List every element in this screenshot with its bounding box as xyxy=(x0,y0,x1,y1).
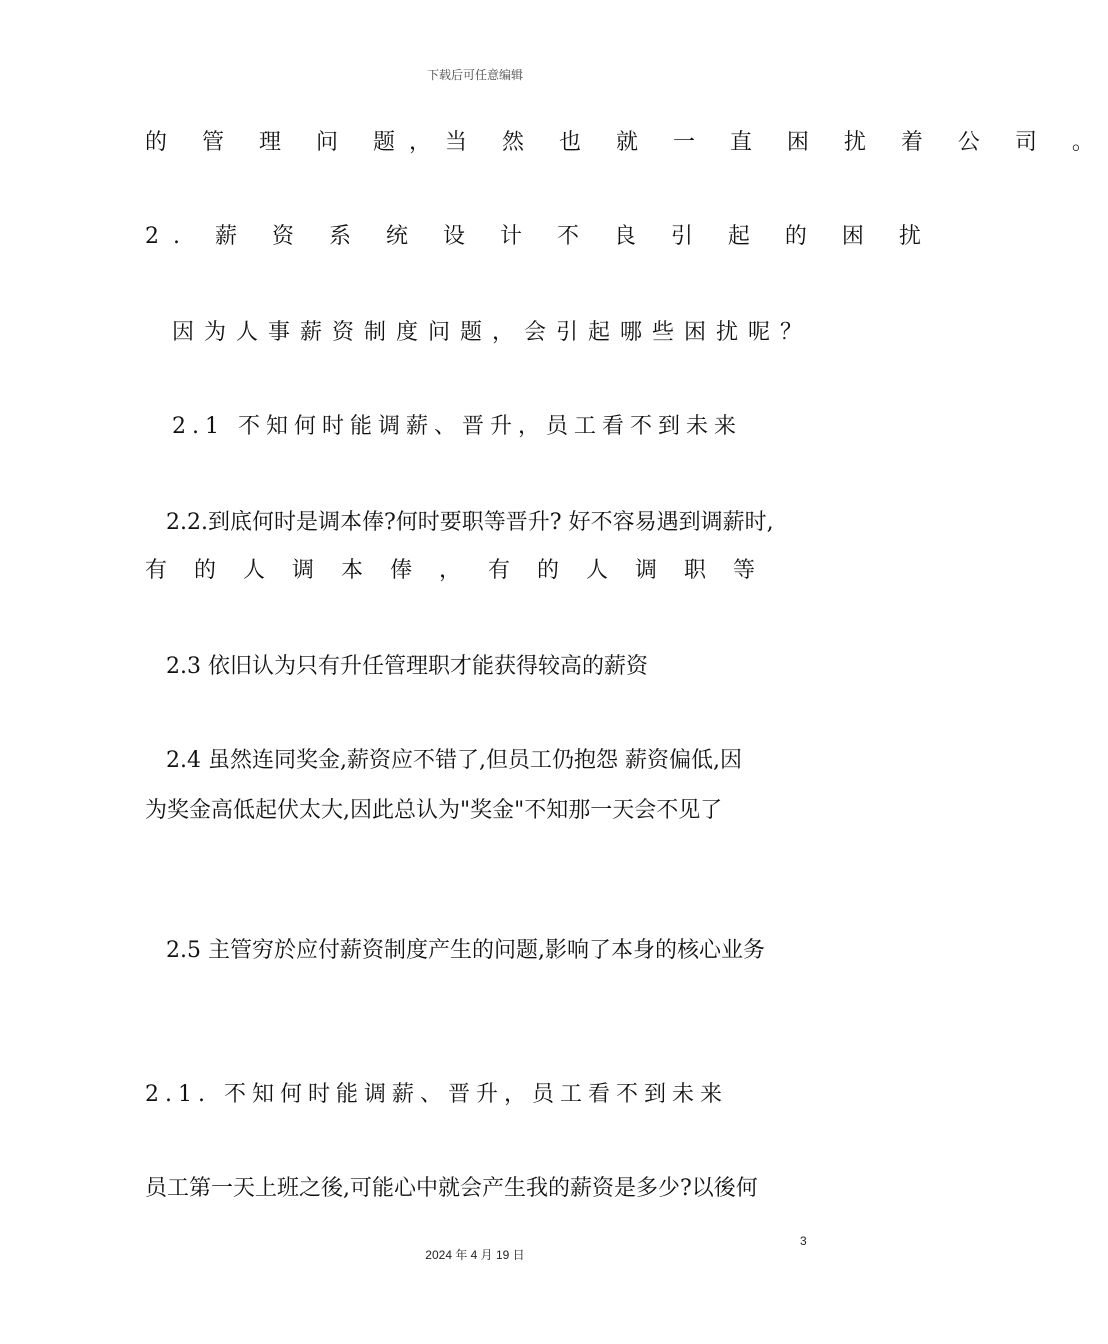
item-2-2-line2: 有的人调本俸，有的人调职等 xyxy=(145,558,783,583)
text-line-1: 的 管 理 问 题，当 然 也 就 一 直 困 扰 着 公 司 。 xyxy=(145,130,1108,155)
item-2-1: 2.1 不知何时能调薪、晋升，员工看不到未来 xyxy=(172,414,742,439)
subsection-heading-2-1: 2.1. 不知何时能调薪、晋升，员工看不到未来 xyxy=(145,1082,728,1107)
page-header: 下载后可任意编辑 xyxy=(426,68,523,82)
section-heading-2: 2. 薪 资 系 统 设 计 不 良 引 起 的 困 扰 xyxy=(145,224,935,249)
item-2-2-line1: 2.2.到底何时是调本俸?何时要职等晋升? 好不容易遇到调薪时, xyxy=(166,510,774,535)
paragraph-line: 员工第一天上班之後,可能心中就会产生我的薪资是多少?以後何 xyxy=(145,1176,758,1201)
item-2-3: 2.3 依旧认为只有升任管理职才能获得较高的薪资 xyxy=(166,654,648,679)
page-number: 3 xyxy=(800,1234,807,1248)
page-footer-date: 2024 年 4 月 19 日 xyxy=(425,1248,525,1262)
item-2-4-line2: 为奖金高低起伏太大,因此总认为"奖金"不知那一天会不见了 xyxy=(145,798,723,823)
text-line-question: 因为人事薪资制度问题，会引起哪些困扰呢？ xyxy=(172,320,813,345)
item-2-4-line1: 2.4 虽然连同奖金,薪资应不错了,但员工仍抱怨 薪资偏低,因 xyxy=(166,748,742,773)
item-2-5: 2.5 主管穷於应付薪资制度产生的问题,影响了本身的核心业务 xyxy=(166,938,765,963)
